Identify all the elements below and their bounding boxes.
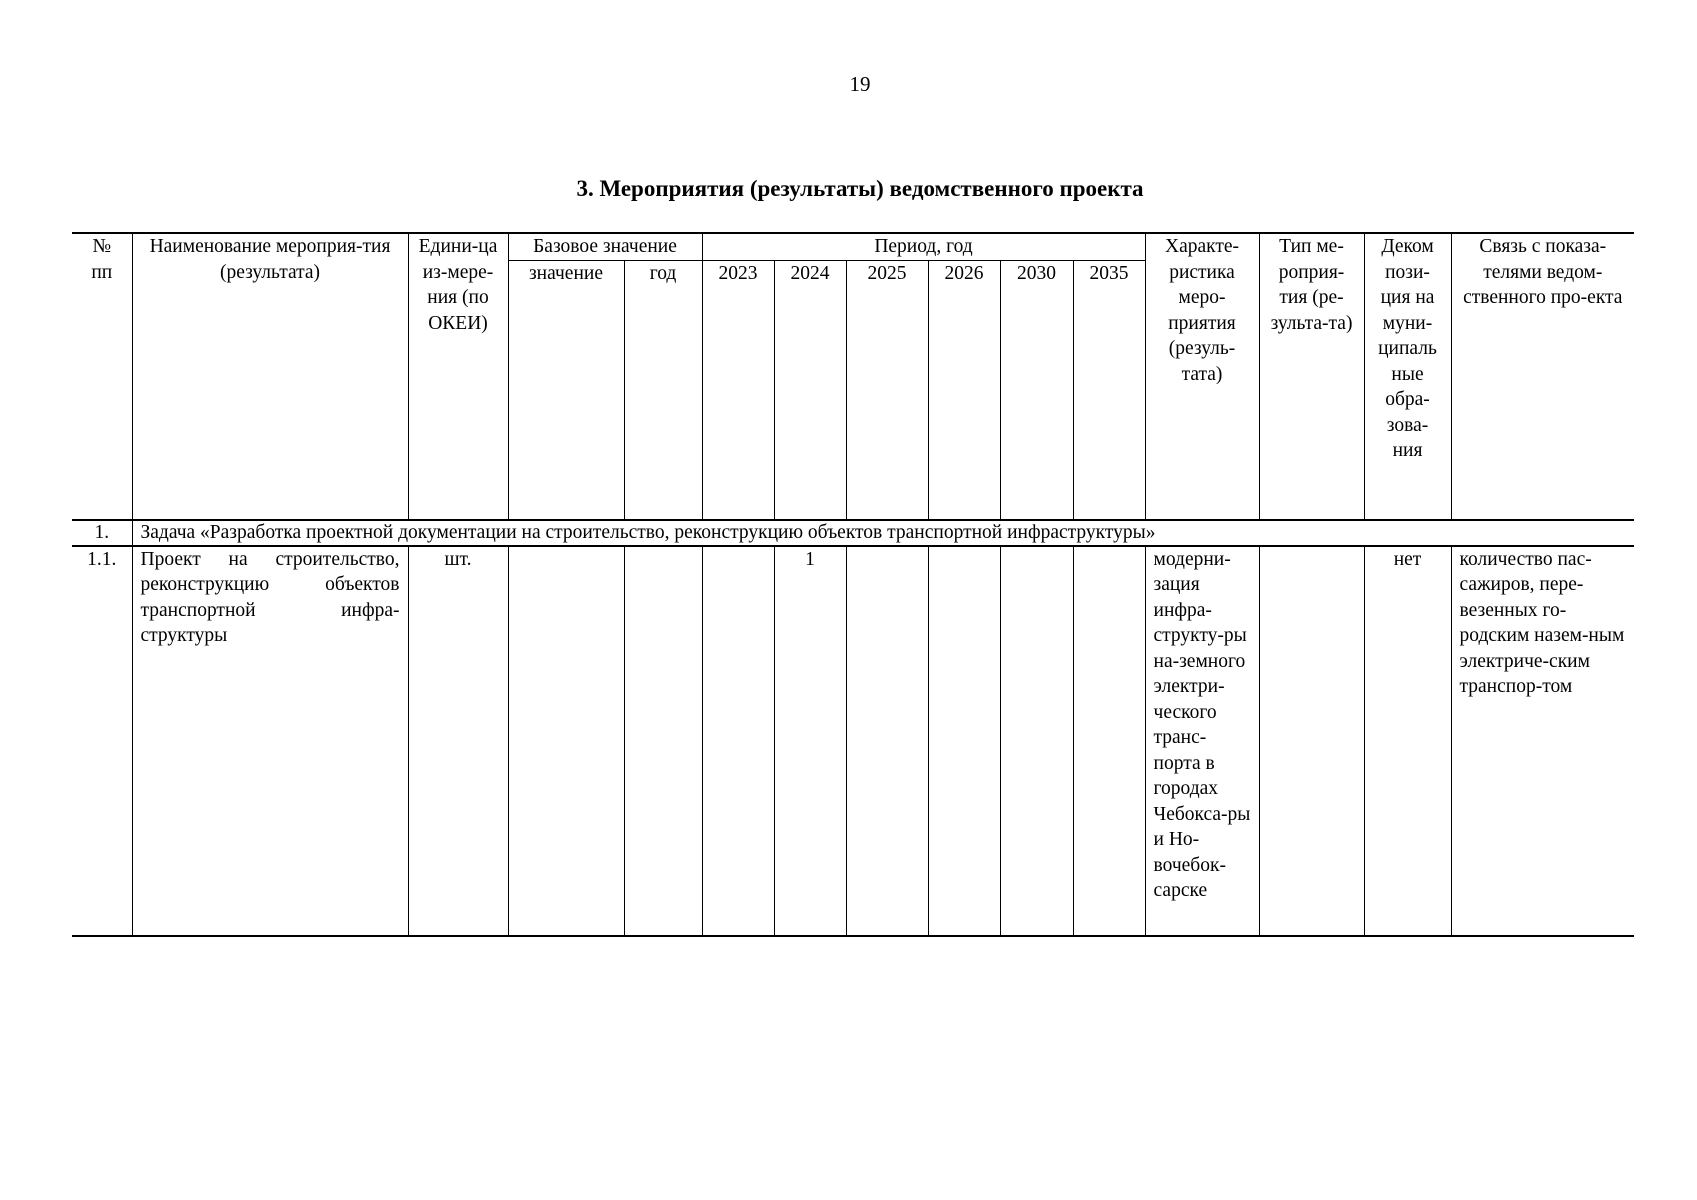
col-header-year-2035: 2035: [1073, 260, 1145, 520]
col-header-decomposition: Деком пози-ция на муни-ципаль ные обра-зова-ния: [1364, 233, 1451, 520]
col-header-unit: Едини-ца из-мере-ния (по ОКЕИ): [408, 233, 508, 520]
col-header-type: Тип ме-роприя-тия (ре-зульта-та): [1259, 233, 1364, 520]
col-header-year-2026: 2026: [928, 260, 1000, 520]
task-row: [72, 520, 1634, 546]
row-name: Проект на строительство, реконструкцию объектов транспортной инфра-структуры: [132, 546, 408, 936]
col-header-year-2024: 2024: [774, 260, 846, 520]
col-header-base-value-value: значение: [508, 260, 624, 520]
row-base-year: [624, 546, 702, 936]
row-link: количество пас-сажиров, пере-везенных го-родским назем-ным электриче-ским транспор-том: [1451, 546, 1634, 936]
col-header-base-value-year: год: [624, 260, 702, 520]
row-decomposition: нет: [1364, 546, 1451, 936]
row-type: [1259, 546, 1364, 936]
row-year-2025: [846, 546, 928, 936]
col-header-year-2030: 2030: [1000, 260, 1073, 520]
col-header-base-value: Базовое значение: [508, 233, 702, 260]
col-header-year-2025: 2025: [846, 260, 928, 520]
page-number: 19: [849, 72, 871, 96]
col-header-year-2023: 2023: [702, 260, 774, 520]
col-header-link: Связь с показа-телями ведом-ственного про-екта: [1451, 233, 1634, 520]
col-header-characteristic: Характе-ристика меро-приятия (резуль-тата): [1145, 233, 1259, 520]
row-year-2026: [928, 546, 1000, 936]
task-text: Задача «Разработка проектной документации на строительство, реконструкцию объектов транспортной инфраструктуры»: [132, 520, 1634, 546]
row-num: 1.1.: [72, 546, 132, 936]
col-header-period: Период, год: [702, 233, 1145, 260]
col-header-name: Наименование мероприя-тия (результата): [132, 233, 408, 520]
task-num: 1.: [72, 520, 132, 546]
row-characteristic: модерни-зация инфра-структу-ры на-земного электри-ческого транс-порта в городах Чебокса-ры и Но-вочебок-сарске: [1145, 546, 1259, 936]
row-year-2035: [1073, 546, 1145, 936]
row-unit: шт.: [408, 546, 508, 936]
measures-table: [72, 232, 1634, 937]
section-title: 3. Мероприятия (результаты) ведомственного проекта: [576, 176, 1144, 201]
row-year-2023: [702, 546, 774, 936]
row-year-2030: [1000, 546, 1073, 936]
row-year-2024: 1: [774, 546, 846, 936]
row-base-value: [508, 546, 624, 936]
table-row: [72, 546, 1634, 936]
col-header-num: № пп: [72, 233, 132, 520]
